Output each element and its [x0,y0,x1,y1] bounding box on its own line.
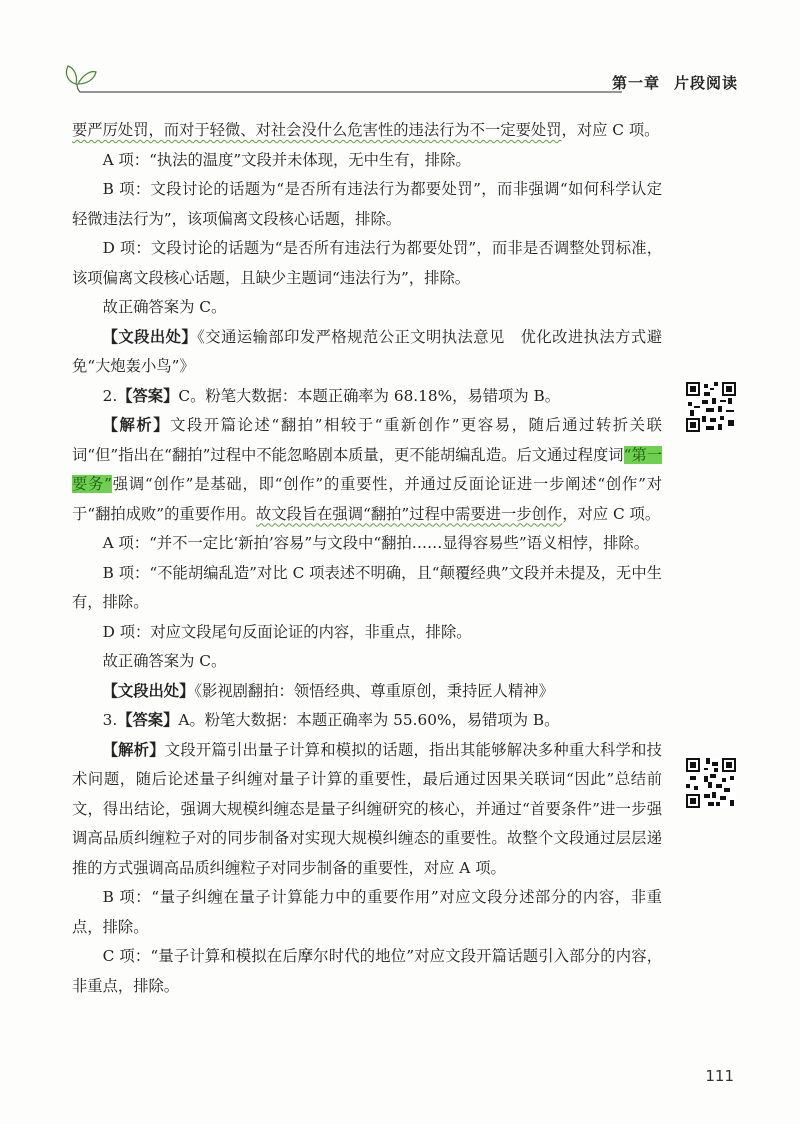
underlined-text: 故文段旨在强调“翻拍”过程中需要进一步创作 [255,504,563,523]
q3-option-b: B 项：“量子纠缠在量子计算能力中的重要作用”对应文段分述部分的内容，非重点，排除。 [72,888,662,936]
highlighted-term: “第一要务” [72,445,662,493]
correct-answer: 故正确答案为 C。 [102,298,227,316]
q2-source [72,677,662,707]
q2-analysis [72,411,662,529]
source-title: 《交通运输部印发严格规范公正文明执法意见 优化改进执法方式避免“大炮轰小鸟”》 [72,327,662,375]
page-number: 111 [705,1067,734,1085]
source-label: 【文段出处】 [102,681,195,700]
page-body [72,116,662,1001]
text: ，对应 C 项。 [561,121,660,139]
qr-code-icon[interactable] [686,382,736,432]
text: ，对应 C 项。 [562,504,661,523]
source-label: 【文段出处】 [102,327,198,346]
option-d-analysis: D 项：文段讨论的话题为“是否所有违法行为都要处罚”，而非是否调整处罚标准，该项偏离文段核心话题，且缺少主题词“违法行为”，排除。 [72,239,662,287]
q2-number: 2. [102,386,118,405]
paragraph [72,116,662,146]
analysis-label: 【解析】 [102,740,165,759]
text: 文段开篇引出量子计算和模拟的话题，指出其能够解决多种重大科学和技术问题，随后论述量子纠缠对量子计算的重要性，最后通过因果关联词“因此”总结前文，得出结论，强调大规模纠缠态是量子纠缠研究的核心，并通过“首要条件”进一步强调高品质纠缠粒子对的同步制备对实现大规模纠缠态的重要性。故整个文段通过层层递推的方式强调高品质纠缠粒子对同步制备的重要性，对应 A 项。 [72,740,662,877]
q2-answer [72,382,662,412]
chapter-title [598,72,738,93]
analysis-label: 【解析】 [102,416,171,434]
page-header [62,62,738,102]
q2-option-d: D 项：对应文段尾句反面论证的内容，非重点，排除。 [102,622,472,641]
qr-code-icon[interactable] [686,758,736,808]
answer-label: 【答案】 [117,386,179,405]
source-title: 《影视剧翻拍：领悟经典、尊重原创，秉持匠人精神》 [194,681,554,700]
chapter-number: 第一章 [611,74,660,92]
q3-number: 3. [102,711,118,729]
q3-answer-text: A。粉笔大数据：本题正确率为 55.60%，易错项为 B。 [178,711,560,729]
answer-label: 【答案】 [117,711,179,729]
q2-correct-answer: 故正确答案为 C。 [102,652,227,670]
q3-analysis [72,736,662,884]
underlined-text: 要严厉处罚，而对于轻微、对社会没什么危害性的违法行为不一定要处罚 [72,121,562,139]
q2-answer-text: C。粉笔大数据：本题正确率为 68.18%，易错项为 B。 [178,386,561,405]
section-name: 片段阅读 [673,74,738,92]
q2-option-b: B 项：“不能胡编乱造”对比 C 项表述不明确，且“颠覆经典”文段并未提及，无中生有，排除。 [72,563,662,611]
source [72,323,662,382]
q3-option-c: C 项：“量子计算和模拟在后摩尔时代的地位”对应文段开篇话题引入部分的内容，非重点，排除。 [72,947,662,995]
q3-answer [72,706,662,736]
q2-option-a: A 项：“并不一定比‘新拍’容易”与文段中“翻拍……显得容易些”语义相悖，排除。 [102,534,650,552]
text: 文段开篇论述“翻拍”相较于“重新创作”更容易，随后通过转折关联词“但”指出在“翻拍”过程中不能忽略剧本质量，更不能胡编乱造。后文通过程度词 [72,416,662,464]
option-b-analysis: B 项：文段讨论的话题为“是否所有违法行为都要处罚”，而非强调“如何科学认定轻微违法行为”，该项偏离文段核心话题，排除。 [72,180,662,228]
text: 强调“创作”是基础，即“创作”的重要性，并通过反面论证进一步阐述“创作”对于“翻拍成败”的重要作用。 [72,475,662,523]
option-a-analysis: A 项：“执法的温度”文段并未体现，无中生有，排除。 [102,150,471,169]
